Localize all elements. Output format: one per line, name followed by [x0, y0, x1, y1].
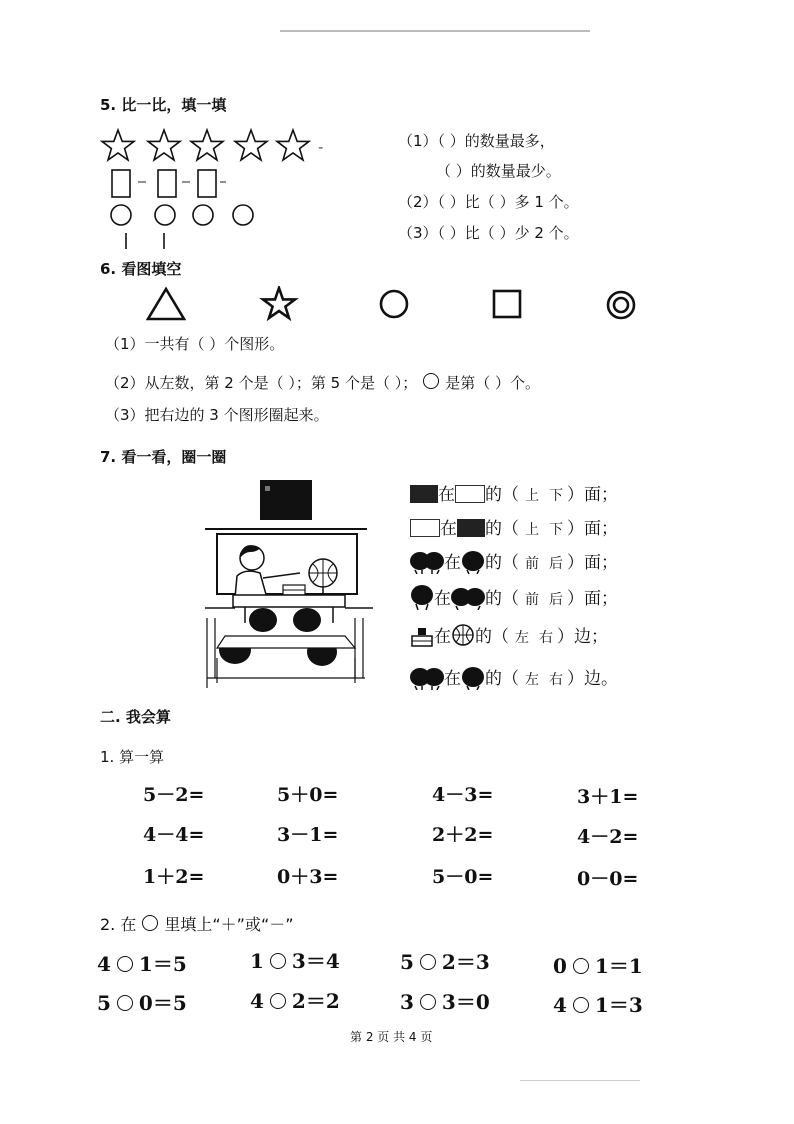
q5-title: 5. 比一比，填一填	[100, 96, 227, 114]
flag-icon	[410, 485, 438, 503]
flag-icon	[457, 519, 485, 537]
calc1-r2-c3: 0－0=	[577, 868, 639, 890]
option-left[interactable]: 左	[515, 630, 529, 646]
calc1-r1-c0: 4－4=	[143, 824, 205, 846]
q6-line-2b: 是第（ ）个。	[445, 374, 541, 392]
calc2-title-a: 2. 在	[100, 915, 137, 934]
calc1-r2-c0: 1＋2=	[143, 866, 205, 888]
q7-row-6	[410, 664, 618, 690]
row-end: ）边。	[567, 669, 618, 689]
calc1-r2-c1: 0＋3=	[277, 866, 339, 888]
fill-sign-r0-c2: 5 2＝3	[400, 950, 490, 974]
blackboard-icon	[410, 519, 440, 537]
option-down[interactable]: 下	[549, 488, 563, 504]
fill-sign-r0-c1: 1 3＝4	[250, 949, 340, 973]
word-zai: 在	[440, 519, 457, 539]
word-de: 的（	[485, 485, 519, 505]
shapes-row	[140, 286, 650, 330]
q7-title: 7. 看一看，圈一圈	[100, 448, 227, 466]
option-back[interactable]: 后	[549, 556, 563, 572]
circle-row	[108, 203, 268, 257]
fill-sign-r0-c3: 0 1＝1	[553, 954, 643, 978]
fill-sign-r1-c2: 3 3＝0	[400, 990, 490, 1014]
word-de: 的（	[475, 627, 509, 647]
q6-title: 6. 看图填空	[100, 260, 182, 278]
calc1-r1-c1: 3－1=	[277, 824, 339, 846]
q5-line-1: （1）（ ）的数量最多，	[398, 132, 555, 150]
answer-circle[interactable]	[573, 997, 589, 1013]
section-2-title: 二. 我会算	[100, 708, 171, 726]
calc1-r2-c2: 5－0=	[432, 866, 494, 888]
option-down[interactable]: 下	[549, 522, 563, 538]
classroom-illustration	[205, 478, 375, 697]
circle-icon	[142, 915, 158, 931]
fill-sign-r0-c0: 4 1＝5	[97, 952, 187, 976]
option-front[interactable]: 前	[525, 556, 539, 572]
q6-line-2a: （2）从左数，第 2 个是（ ）；第 5 个是（ ）；	[105, 374, 418, 392]
q7-row-2	[410, 514, 618, 539]
answer-circle[interactable]	[117, 956, 133, 972]
calc1-title: 1. 算一算	[100, 748, 165, 766]
option-right[interactable]: 右	[539, 630, 553, 646]
q7-row-1	[410, 480, 618, 505]
globe-icon	[451, 624, 475, 648]
star-row	[100, 128, 330, 168]
student-icon	[410, 584, 434, 610]
word-de: 的（	[485, 519, 519, 539]
fill-sign-r1-c3: 4 1＝3	[553, 993, 643, 1017]
pencil-mark: -	[318, 138, 324, 156]
q6-line-3: （3）把右边的 3 个图形圈起来。	[105, 406, 329, 424]
books-icon	[410, 624, 434, 648]
word-zai: 在	[434, 589, 451, 609]
answer-circle[interactable]	[420, 994, 436, 1010]
calc1-r0-c3: 3＋1=	[577, 786, 639, 808]
option-up[interactable]: 上	[525, 522, 539, 538]
option-back[interactable]: 后	[549, 592, 563, 608]
option-up[interactable]: 上	[525, 488, 539, 504]
q7-row-4	[410, 584, 618, 610]
word-zai: 在	[444, 669, 461, 689]
students-pair-icon	[451, 586, 485, 610]
q5-line-1b: （ ）的数量最少。	[436, 162, 561, 180]
calc1-r0-c1: 5＋0=	[277, 784, 339, 806]
calc2-title-b: 里填上“＋”或“－”	[164, 915, 294, 934]
fill-sign-r1-c1: 4 2＝2	[250, 989, 340, 1013]
row-end: ）面；	[567, 485, 618, 505]
q7-row-3	[410, 548, 618, 574]
answer-circle[interactable]	[573, 958, 589, 974]
row-end: ）面；	[567, 553, 618, 573]
word-zai: 在	[444, 553, 461, 573]
word-de: 的（	[485, 589, 519, 609]
calc2-title	[100, 912, 294, 935]
option-front[interactable]: 前	[525, 592, 539, 608]
blackboard-icon	[455, 485, 485, 503]
word-zai: 在	[434, 627, 451, 647]
rectangle-row	[108, 168, 238, 204]
scan-line	[280, 30, 590, 32]
scan-line-bottom	[520, 1080, 640, 1081]
word-de: 的（	[485, 553, 519, 573]
calc1-r0-c0: 5－2=	[143, 784, 205, 806]
word-de: 的（	[485, 669, 519, 689]
circle-icon	[423, 373, 439, 389]
option-right[interactable]: 右	[549, 672, 563, 688]
calc1-r1-c2: 2＋2=	[432, 824, 494, 846]
row-end: ）面；	[567, 589, 618, 609]
answer-circle[interactable]	[270, 993, 286, 1009]
row-end: ）面；	[567, 519, 618, 539]
row-end: ）边；	[557, 627, 608, 647]
page-footer: 第 2 页 共 4 页	[350, 1030, 433, 1044]
word-zai: 在	[438, 485, 455, 505]
q7-row-5	[410, 622, 608, 648]
calc1-r1-c3: 4－2=	[577, 826, 639, 848]
answer-circle[interactable]	[117, 995, 133, 1011]
students-pair-icon	[410, 666, 444, 690]
student-icon	[461, 666, 485, 690]
q6-line-1: （1）一共有（ ）个图形。	[105, 335, 285, 353]
answer-circle[interactable]	[420, 954, 436, 970]
students-pair-icon	[410, 550, 444, 574]
q5-line-3: （3）（ ）比（ ）少 2 个。	[398, 224, 579, 242]
q6-line-2	[105, 372, 540, 393]
answer-circle[interactable]	[270, 953, 286, 969]
fill-sign-r1-c0: 5 0＝5	[97, 991, 187, 1015]
student-icon	[461, 550, 485, 574]
calc1-r0-c2: 4－3=	[432, 784, 494, 806]
option-left[interactable]: 左	[525, 672, 539, 688]
q5-line-2: （2）（ ）比（ ）多 1 个。	[398, 193, 579, 211]
